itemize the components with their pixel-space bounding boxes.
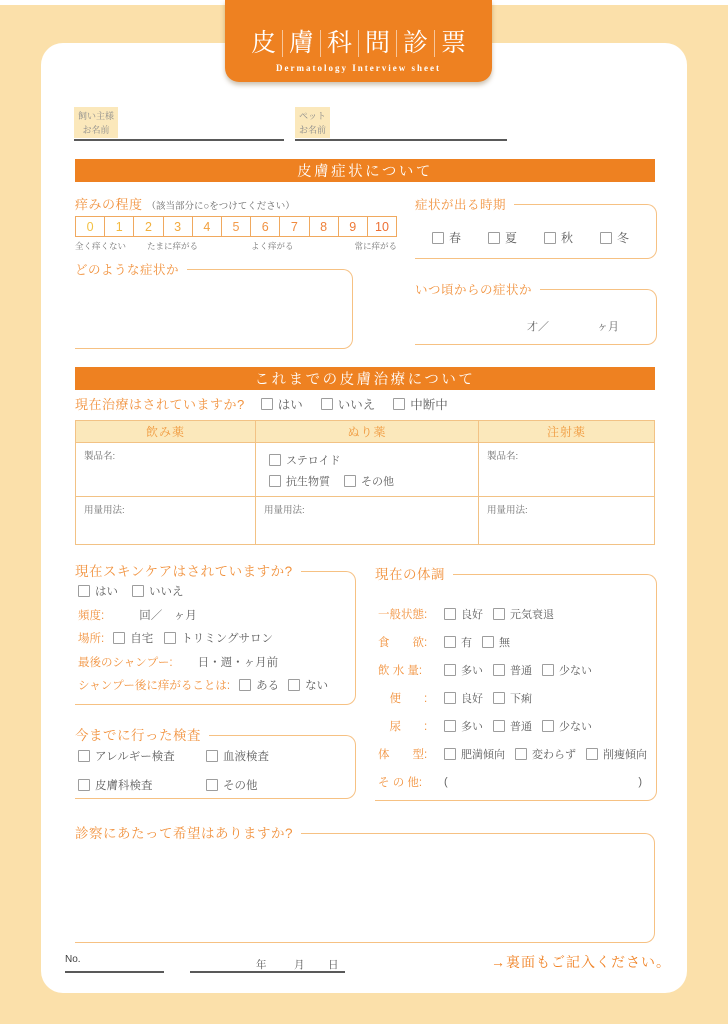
- itch-after-shampoo-row: [78, 677, 355, 693]
- itch-degree-label: 痒みの程度: [75, 197, 143, 212]
- checkbox-label: 良好: [461, 609, 483, 621]
- checkbox-label: 自宅: [130, 633, 154, 645]
- pet-name-label: [295, 107, 330, 138]
- test-checkbox[interactable]: [206, 748, 355, 764]
- condition-other-write-in[interactable]: [444, 776, 656, 788]
- year-unit-label: 年: [256, 959, 267, 971]
- condition-checkbox[interactable]: [542, 662, 592, 678]
- condition-row-label: 食 欲:: [378, 637, 428, 649]
- checkbox-icon[interactable]: [444, 608, 456, 620]
- title-char: 科: [321, 30, 359, 58]
- checkbox-icon[interactable]: [444, 636, 456, 648]
- topical-type-checkbox[interactable]: [269, 473, 330, 489]
- product-name-label: 製品名:: [84, 451, 116, 462]
- treatment-status-checkbox[interactable]: [321, 395, 376, 413]
- checkbox-label: 夏: [505, 231, 518, 245]
- checkbox-icon[interactable]: [444, 692, 456, 704]
- topical-type-checkbox[interactable]: [269, 452, 340, 468]
- symptom-description-box[interactable]: [75, 263, 353, 349]
- checkbox-label: 下痢: [510, 693, 532, 705]
- age-unit-label: 才／: [527, 321, 549, 333]
- checkbox-icon[interactable]: [113, 632, 125, 644]
- column-header-oral-medicine: 飲み薬: [145, 425, 185, 439]
- page-subtitle: Dermatology Interview sheet: [276, 63, 441, 73]
- topical-checkboxes-line2: [269, 473, 470, 489]
- checkbox-icon[interactable]: [432, 232, 444, 244]
- season-checkbox[interactable]: [544, 229, 573, 246]
- checkbox-label: 元気衰退: [510, 609, 554, 621]
- condition-row-other[interactable]: [378, 774, 656, 790]
- form-card: [41, 43, 687, 993]
- checkbox-icon[interactable]: [321, 398, 333, 410]
- current-treatment-question-row: [75, 394, 448, 413]
- condition-row-label: 体 型:: [378, 749, 428, 761]
- skincare-yes-no-row: [78, 583, 355, 599]
- symptom-season-label: 症状が出る時期: [415, 197, 514, 213]
- medication-table-header-row: [76, 421, 654, 442]
- checkbox-icon[interactable]: [493, 692, 505, 704]
- condition-checkbox[interactable]: [493, 718, 532, 734]
- checkbox-label: 冬: [617, 231, 630, 245]
- header-banner: [225, 0, 492, 82]
- checkbox-label: アレルギー検査: [95, 751, 175, 763]
- checkbox-icon[interactable]: [488, 232, 500, 244]
- condition-checkbox[interactable]: [482, 634, 510, 650]
- past-tests-title: 今までに行った検査: [75, 728, 209, 744]
- medication-table: [75, 420, 655, 545]
- symptom-description-label: どのような症状か: [75, 262, 187, 278]
- title-char: 膚: [283, 30, 321, 58]
- checkbox-icon[interactable]: [544, 232, 556, 244]
- oral-dosage-cell[interactable]: [76, 497, 255, 544]
- checkbox-label: ない: [305, 680, 329, 692]
- skincare-title: 現在スキンケアはされていますか?: [75, 564, 301, 580]
- checkbox-label: 普通: [510, 665, 532, 677]
- checkbox-label: 中断中: [410, 397, 448, 412]
- exam-request-title: 診察にあたって希望はありますか?: [75, 826, 301, 842]
- skincare-place-row: [78, 630, 355, 646]
- test-checkbox[interactable]: [206, 777, 355, 793]
- section-title-past-treatment: これまでの皮膚治療について: [75, 367, 655, 390]
- itch-degree-header: [75, 194, 295, 213]
- checkbox-label: 皮膚科検査: [95, 780, 153, 792]
- itch-scale-cell[interactable]: 6: [250, 217, 279, 236]
- checkbox-label: その他: [361, 476, 394, 488]
- itch-after-shampoo-checkboxes: [239, 677, 328, 693]
- checkbox-label: 削痩傾向: [603, 749, 647, 761]
- season-checkbox[interactable]: [488, 229, 517, 246]
- after-shampoo-checkbox[interactable]: [239, 677, 279, 693]
- pet-name-label-line2: お名前: [299, 124, 327, 135]
- itch-scale-cell[interactable]: 5: [221, 217, 250, 236]
- condition-checkbox[interactable]: [444, 746, 505, 762]
- condition-checkbox[interactable]: [542, 718, 592, 734]
- past-tests-box: [75, 728, 356, 799]
- number-label: No.: [65, 954, 81, 965]
- treatment-status-checkbox[interactable]: [261, 395, 303, 413]
- dosage-label: 用量用法:: [264, 505, 305, 516]
- last-shampoo-units: 日・週・ヶ月前: [197, 656, 279, 669]
- condition-checkbox[interactable]: [444, 606, 483, 622]
- condition-row-water-intake: [378, 662, 656, 678]
- anchor-always-itchy: 常に痒がる: [354, 241, 397, 251]
- last-shampoo-row[interactable]: [78, 654, 355, 670]
- checkbox-icon[interactable]: [132, 585, 144, 597]
- frequency-label: 頻度:: [78, 609, 105, 622]
- skincare-box: [75, 564, 356, 705]
- condition-checkbox[interactable]: [493, 690, 532, 706]
- owner-name-label-line2: お名前: [82, 124, 110, 135]
- column-header-injection: 注射薬: [478, 421, 654, 442]
- checkbox-icon[interactable]: [493, 664, 505, 676]
- title-char: 票: [441, 28, 467, 57]
- checkbox-icon[interactable]: [482, 636, 494, 648]
- title-char: 皮: [245, 30, 283, 58]
- checkbox-icon[interactable]: [288, 679, 300, 691]
- condition-checkbox[interactable]: [444, 718, 483, 734]
- checkbox-icon[interactable]: [600, 232, 612, 244]
- checkbox-label: 多い: [461, 721, 483, 733]
- checkbox-label: はい: [277, 397, 303, 412]
- checkbox-label: 抗生物質: [286, 476, 330, 488]
- dosage-label: 用量用法:: [84, 505, 125, 516]
- pet-name-field[interactable]: [295, 107, 507, 141]
- checkbox-label: いいえ: [149, 586, 184, 598]
- owner-name-field[interactable]: [74, 107, 284, 141]
- place-checkbox[interactable]: [164, 630, 273, 646]
- checkbox-icon[interactable]: [542, 720, 554, 732]
- anchor-never-itchy: 全く痒くない: [75, 241, 127, 251]
- condition-row-urine: [378, 718, 656, 734]
- condition-row-general: [378, 606, 656, 622]
- test-checkbox[interactable]: [78, 777, 206, 793]
- paren-open: (: [444, 776, 448, 788]
- condition-row-label: 尿 :: [378, 721, 428, 733]
- condition-row-appetite: [378, 634, 656, 650]
- itch-scale-anchors: [75, 240, 397, 252]
- checkbox-label: 普通: [510, 721, 532, 733]
- injection-product-cell[interactable]: [478, 443, 654, 496]
- topical-type-cell: [255, 443, 478, 496]
- skincare-frequency-row[interactable]: [78, 607, 355, 623]
- months-unit-label: ヶ月: [597, 321, 619, 333]
- checkbox-icon[interactable]: [493, 720, 505, 732]
- skincare-yn-checkbox[interactable]: [132, 583, 184, 599]
- checkbox-label: 肥満傾向: [461, 749, 505, 761]
- condition-checkbox[interactable]: [586, 746, 647, 762]
- title-char: 問: [359, 30, 397, 58]
- owner-name-label: [74, 107, 118, 138]
- place-checkboxes: [113, 630, 273, 646]
- checkbox-icon[interactable]: [444, 748, 456, 760]
- checkbox-label: 良好: [461, 693, 483, 705]
- column-header-topical-medicine: ぬり薬: [255, 421, 478, 442]
- injection-dosage-cell[interactable]: [478, 497, 654, 544]
- checkbox-icon[interactable]: [164, 632, 176, 644]
- current-condition-title: 現在の体調: [375, 567, 453, 583]
- symptom-since-box[interactable]: [415, 283, 657, 345]
- checkbox-label: 春: [449, 231, 462, 245]
- itch-scale-cell[interactable]: 7: [279, 217, 308, 236]
- test-checkbox[interactable]: [78, 748, 206, 764]
- itch-scale-cell[interactable]: 9: [338, 217, 367, 236]
- condition-row-label: 一般状態:: [378, 609, 428, 621]
- checkbox-icon[interactable]: [206, 750, 218, 762]
- title-char: 診: [397, 30, 435, 58]
- skincare-yn-checkbox[interactable]: [78, 583, 118, 599]
- topical-checkboxes-line1: [269, 452, 470, 468]
- checkbox-label: 無: [499, 637, 510, 649]
- frequency-units: 回／ ヶ月: [139, 609, 197, 622]
- condition-checkbox[interactable]: [444, 634, 472, 650]
- checkbox-icon[interactable]: [239, 679, 251, 691]
- checkbox-icon[interactable]: [269, 454, 281, 466]
- condition-row-label: 飲 水 量:: [378, 665, 423, 677]
- condition-checkbox[interactable]: [444, 662, 483, 678]
- last-shampoo-label: 最後のシャンプー:: [78, 656, 173, 669]
- symptom-since-label: いつ頃からの症状か: [415, 282, 540, 298]
- month-unit-label: 月: [294, 959, 305, 971]
- itch-scale-cell[interactable]: 3: [163, 217, 192, 236]
- checkbox-label: はい: [95, 586, 118, 598]
- paren-close: ): [638, 776, 642, 788]
- checkbox-icon[interactable]: [444, 664, 456, 676]
- itch-scale-cell[interactable]: 2: [133, 217, 162, 236]
- section-title-skin-symptoms: 皮膚症状について: [75, 159, 655, 182]
- checkbox-label: 秋: [561, 231, 574, 245]
- place-checkbox[interactable]: [113, 630, 153, 646]
- exam-request-box[interactable]: [75, 826, 655, 943]
- checkbox-label: いいえ: [337, 397, 376, 412]
- current-treatment-question: 現在治療はされていますか?: [75, 397, 245, 412]
- itch-scale-cell[interactable]: 8: [309, 217, 338, 236]
- condition-checkbox[interactable]: [515, 746, 576, 762]
- condition-checkbox[interactable]: [493, 662, 532, 678]
- day-unit-label: 日: [328, 959, 339, 971]
- checkbox-icon[interactable]: [78, 585, 90, 597]
- checkbox-label: トリミングサロン: [181, 633, 273, 645]
- checkbox-icon[interactable]: [393, 398, 405, 410]
- season-checkbox[interactable]: [432, 229, 461, 246]
- owner-name-label-line1: 飼い主様: [78, 111, 115, 121]
- checkbox-icon[interactable]: [78, 779, 90, 791]
- page-title: [245, 30, 472, 58]
- checkbox-icon[interactable]: [515, 748, 527, 760]
- checkbox-icon[interactable]: [542, 664, 554, 676]
- season-checkbox[interactable]: [600, 229, 629, 246]
- checkbox-label: 血液検査: [223, 751, 269, 763]
- symptom-season-box: [415, 198, 657, 259]
- checkbox-label: 少ない: [559, 665, 592, 677]
- itch-scale: [75, 216, 397, 237]
- oral-product-cell[interactable]: [76, 443, 255, 496]
- checkbox-icon[interactable]: [261, 398, 273, 410]
- checkbox-icon[interactable]: [493, 608, 505, 620]
- medication-dosage-row: [76, 496, 654, 544]
- condition-checkbox[interactable]: [493, 606, 554, 622]
- itch-scale-cell[interactable]: 4: [192, 217, 221, 236]
- place-label: 場所:: [78, 633, 105, 645]
- checkbox-icon[interactable]: [269, 475, 281, 487]
- condition-checkbox[interactable]: [444, 690, 483, 706]
- itch-after-shampoo-label: シャンプー後に痒がることは:: [78, 680, 231, 692]
- condition-row-label: 便 :: [378, 693, 428, 705]
- checkbox-label: 少ない: [559, 721, 592, 733]
- checkbox-icon[interactable]: [78, 750, 90, 762]
- checkbox-label: ある: [256, 680, 280, 692]
- checkbox-label: その他: [223, 780, 258, 792]
- pet-name-label-line1: ペット: [299, 111, 327, 121]
- treatment-status-checkbox[interactable]: [393, 395, 448, 413]
- current-condition-box: [375, 567, 657, 801]
- product-name-label: 製品名:: [487, 451, 519, 462]
- itch-scale-cell[interactable]: 0: [86, 219, 94, 234]
- medication-product-row: [76, 442, 654, 496]
- current-treatment-checkboxes: [261, 395, 448, 413]
- checkbox-label: 変わらず: [532, 749, 576, 761]
- condition-row-body-type: [378, 746, 656, 762]
- number-field[interactable]: [65, 954, 164, 973]
- checkbox-label: 多い: [461, 665, 483, 677]
- checkbox-icon[interactable]: [586, 748, 598, 760]
- itch-scale-cell[interactable]: 10: [367, 217, 396, 236]
- topical-dosage-cell[interactable]: [255, 497, 478, 544]
- past-tests-checkboxes: [75, 736, 355, 793]
- checkbox-icon[interactable]: [206, 779, 218, 791]
- date-field[interactable]: [190, 954, 345, 973]
- after-shampoo-checkbox[interactable]: [288, 677, 328, 693]
- itch-scale-cell[interactable]: 1: [104, 217, 133, 236]
- backside-note: →裏面もご記入ください。: [491, 954, 671, 970]
- checkbox-icon[interactable]: [344, 475, 356, 487]
- checkbox-label: 有: [461, 637, 472, 649]
- condition-row-stool: [378, 690, 656, 706]
- condition-row-label: そ の 他:: [378, 777, 423, 789]
- anchor-sometimes-itchy: たまに痒がる: [147, 241, 199, 251]
- dosage-label: 用量用法:: [487, 505, 528, 516]
- topical-type-checkbox[interactable]: [344, 473, 394, 489]
- anchor-often-itchy: よく痒がる: [251, 241, 294, 251]
- checkbox-label: ステロイド: [286, 455, 341, 467]
- checkbox-icon[interactable]: [444, 720, 456, 732]
- itch-degree-note: （該当部分に○をつけてください）: [146, 201, 295, 212]
